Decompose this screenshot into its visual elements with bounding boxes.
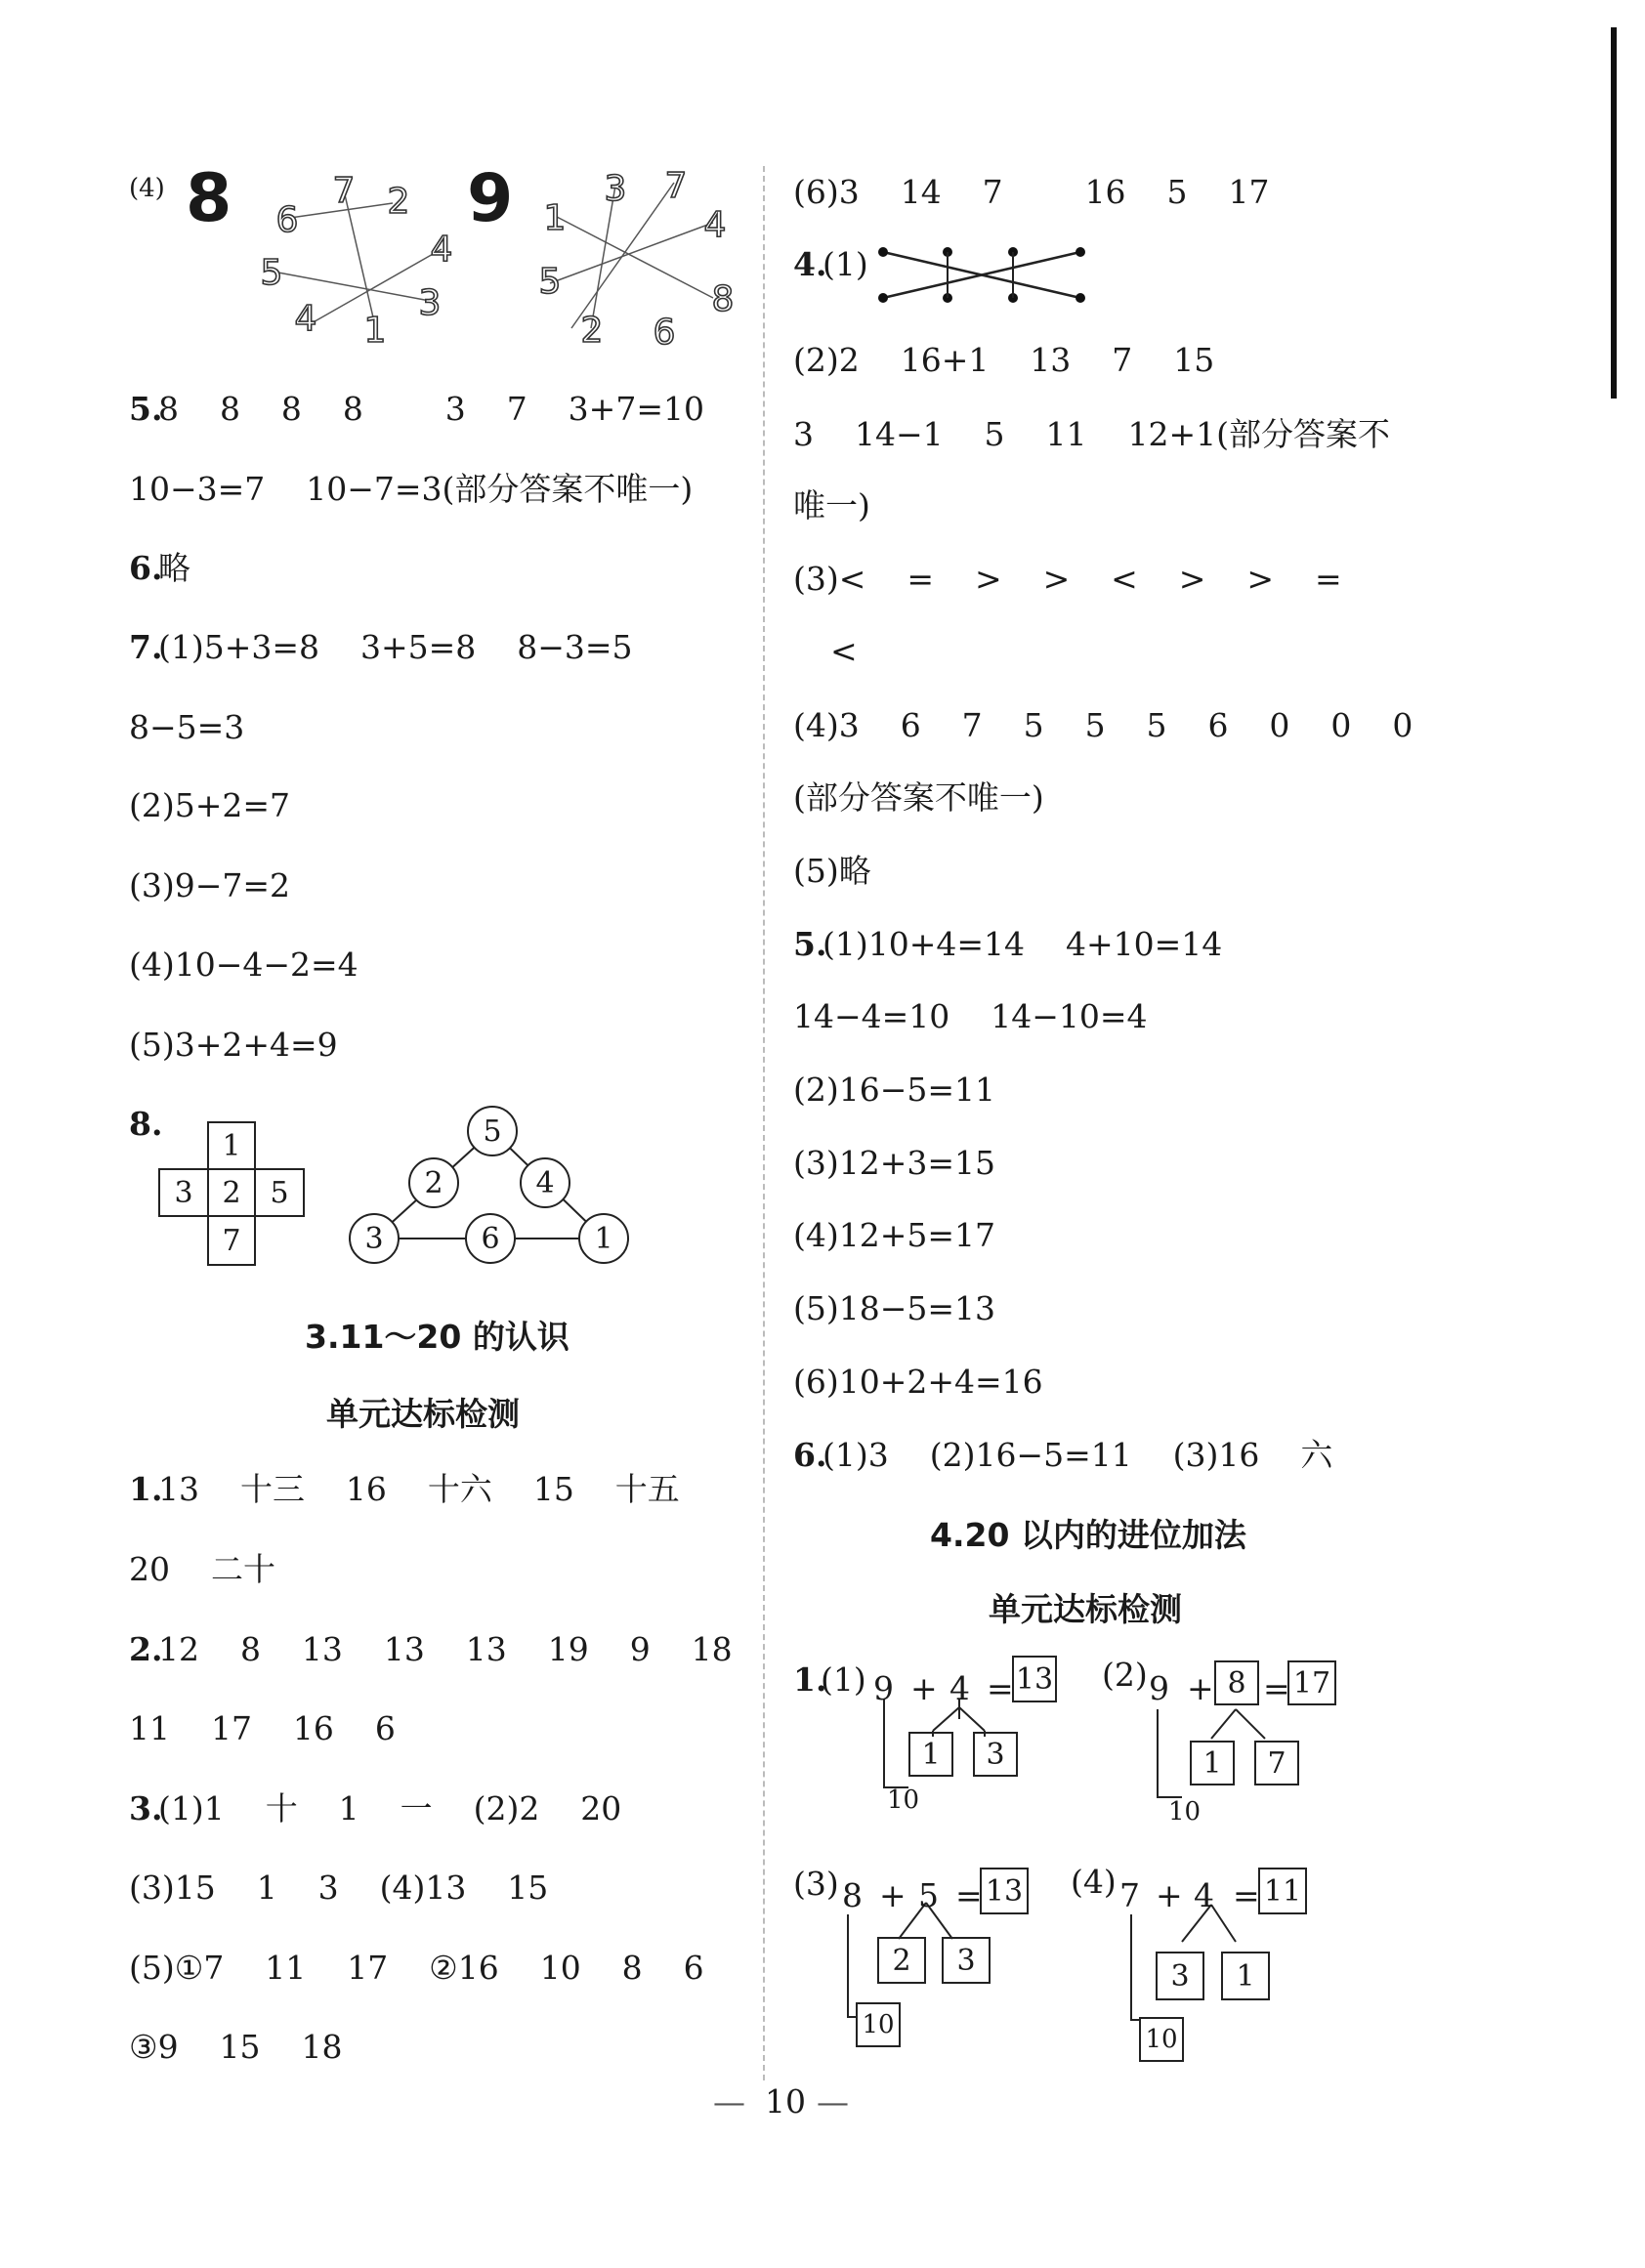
big-digit-9: 9: [467, 160, 514, 237]
r-q5-line6: (5)18−5=13: [793, 1289, 996, 1327]
r-q6-answer: (1)3 (2)16−5=11 (3)16 六: [822, 1436, 1333, 1474]
p2-split2: 7: [1254, 1741, 1299, 1785]
q7-line1: (1)5+3=8 3+5=8 8−3=5: [158, 628, 633, 666]
s3q1-line2: 20 二十: [129, 1550, 275, 1588]
r-q4-2-line3: 唯一): [793, 486, 870, 525]
q4-label: (4): [129, 174, 165, 203]
wheel9-digit: 2: [580, 311, 604, 351]
q6-number: 6.: [129, 549, 163, 587]
triangle-top: 5: [467, 1106, 518, 1156]
q7-line4: (3)9−7=2: [129, 866, 291, 904]
cross-cell-left: 3: [158, 1168, 209, 1217]
q8-number: 8.: [129, 1105, 163, 1143]
r-q5-line2: 14−4=10 14−10=4: [793, 997, 1148, 1035]
q5-number: 5.: [129, 390, 163, 428]
r-q4-number: 4.: [793, 245, 827, 283]
cross-cell-center: 2: [207, 1168, 256, 1217]
section3-title: 3.11～20 的认识: [305, 1318, 569, 1356]
wheel9-digit: 8: [711, 279, 735, 319]
p1-split1: 1: [908, 1732, 953, 1777]
p1-ten: 10: [887, 1785, 920, 1815]
wheel9-digit: 7: [664, 166, 688, 206]
footer-dash-left: —: [713, 2082, 745, 2121]
p4-result: 11: [1258, 1868, 1307, 1914]
p4-split1: 3: [1156, 1952, 1204, 2000]
r-q4-2-line2: 3 14−1 5 11 12+1(部分答案不: [793, 415, 1390, 453]
p3-op: +: [879, 1876, 907, 1914]
p1-op: +: [910, 1669, 938, 1707]
p1-a: 9: [873, 1669, 894, 1707]
p1-split2: 3: [973, 1732, 1018, 1777]
p3-ten: 10: [856, 2002, 901, 2047]
p4-eq: =: [1233, 1876, 1260, 1914]
p3-b: 5: [918, 1876, 939, 1914]
p3-label: (3): [793, 1865, 839, 1903]
p3-split2: 3: [942, 1937, 991, 1984]
wheel8-digit: 3: [418, 283, 442, 323]
r-q5-line7: (6)10+2+4=16: [793, 1363, 1043, 1401]
s3q3-line3: (5)①7 11 17 ②16 10 8 6: [129, 1949, 704, 1987]
wheel8-digit: 7: [332, 171, 356, 211]
wheel8-digit: 2: [387, 182, 410, 222]
r-q5-line1: (1)10+4=14 4+10=14: [822, 925, 1223, 963]
p2-ten: 10: [1168, 1797, 1202, 1827]
r-q4-2-line1: (2)2 16+1 13 7 15: [793, 341, 1215, 379]
p1-eq: =: [987, 1669, 1014, 1707]
page-number: 10: [765, 2082, 806, 2121]
q7-line5: (4)10−4−2=4: [129, 945, 359, 984]
p4-b: 4: [1194, 1876, 1214, 1914]
s3q3-line2: (3)15 1 3 (4)13 15: [129, 1869, 549, 1907]
p4-a: 7: [1119, 1876, 1140, 1914]
wheel8-digit: 6: [275, 200, 299, 240]
section3-subtitle: 单元达标检测: [326, 1395, 520, 1433]
footer-dash-right: —: [817, 2082, 849, 2121]
r-q4-4-line2: (部分答案不唯一): [793, 778, 1044, 817]
p2-split1: 1: [1190, 1741, 1235, 1785]
s3q3-number: 3.: [129, 1789, 163, 1827]
wheel8-digit: 4: [430, 230, 453, 270]
s3q1-number: 1.: [129, 1470, 163, 1508]
p2-eq: =: [1263, 1669, 1290, 1707]
q5-line2: 10−3=7 10−7=3(部分答案不唯一): [129, 470, 694, 508]
p4-split2: 1: [1221, 1952, 1270, 2000]
r-q4-5-line: (5)略: [793, 852, 871, 890]
p4-op: +: [1156, 1876, 1183, 1914]
p3-result: 13: [980, 1868, 1029, 1914]
q7-line2: 8−5=3: [129, 708, 245, 746]
s3q2-line2: 11 17 16 6: [129, 1709, 396, 1747]
cross-cell-right: 5: [254, 1168, 305, 1217]
wheel9-digit: 4: [703, 205, 727, 245]
s3q3-line1: (1)1 十 1 一 (2)2 20: [158, 1789, 622, 1827]
s4q1-number: 1.: [793, 1660, 827, 1699]
r-q5-line3: (2)16−5=11: [793, 1071, 996, 1109]
p1-label: (1): [821, 1660, 866, 1699]
s3q1-line1: 13 十三 16 十六 15 十五: [158, 1470, 680, 1508]
q6-answer: 略: [158, 549, 190, 587]
r-q6-line: (6)3 14 7 16 5 17: [793, 173, 1270, 211]
r-q5-number: 5.: [793, 925, 827, 963]
triangle-mid-left: 2: [408, 1157, 459, 1208]
wheel9-digit: 1: [543, 198, 567, 238]
s3q2-line1: 12 8 13 13 13 19 9 18: [158, 1630, 733, 1668]
wheel9-digit: 3: [604, 169, 627, 209]
p2-op: +: [1187, 1669, 1214, 1707]
r-q4-3-line1: (3)< = > > < > > =: [793, 560, 1342, 598]
triangle-bottom-right: 1: [578, 1213, 629, 1264]
p1-b: 4: [949, 1669, 970, 1707]
p3-split1: 2: [877, 1937, 926, 1984]
r-q4-3-line2: <: [830, 632, 858, 670]
wheel8-digit: 4: [294, 299, 317, 339]
wheel9-digit: 6: [653, 313, 676, 353]
r-q5-line5: (4)12+5=17: [793, 1216, 996, 1254]
r-q4-4-line1: (4)3 6 7 5 5 5 6 0 0 0: [793, 706, 1413, 744]
s3q2-number: 2.: [129, 1630, 163, 1668]
p1-result: 13: [1012, 1656, 1057, 1702]
p2-label: (2): [1102, 1656, 1148, 1694]
q7-line3: (2)5+2=7: [129, 786, 291, 824]
q7-line6: (5)3+2+4=9: [129, 1026, 338, 1064]
wheel9-digit: 5: [538, 262, 562, 302]
big-digit-8: 8: [186, 160, 232, 237]
p3-eq: =: [955, 1876, 983, 1914]
r-q4-1-label: (1): [822, 245, 868, 283]
p2-b: 8: [1214, 1660, 1259, 1705]
q5-line1: 8 8 8 8 3 7 3+7=10: [158, 390, 704, 428]
s3q3-line4: ③9 15 18: [129, 2028, 343, 2066]
triangle-bottom-left: 3: [349, 1213, 400, 1264]
cross-cell-top: 1: [207, 1121, 256, 1170]
p3-a: 8: [842, 1876, 863, 1914]
section4-title: 4.20 以内的进位加法: [930, 1516, 1246, 1554]
r-q6-number: 6.: [793, 1436, 827, 1474]
p2-result: 17: [1287, 1660, 1336, 1705]
wheel8-digit: 1: [363, 311, 387, 351]
triangle-bottom-mid: 6: [465, 1213, 516, 1264]
p4-ten: 10: [1139, 2017, 1184, 2062]
q7-number: 7.: [129, 628, 163, 666]
triangle-mid-right: 4: [520, 1157, 570, 1208]
wheel8-digit: 5: [260, 253, 283, 293]
r-q5-line4: (3)12+3=15: [793, 1144, 996, 1182]
p4-label: (4): [1071, 1863, 1117, 1901]
section4-subtitle: 单元达标检测: [989, 1590, 1182, 1628]
p2-a: 9: [1149, 1669, 1169, 1707]
cross-cell-bottom: 7: [207, 1215, 256, 1266]
